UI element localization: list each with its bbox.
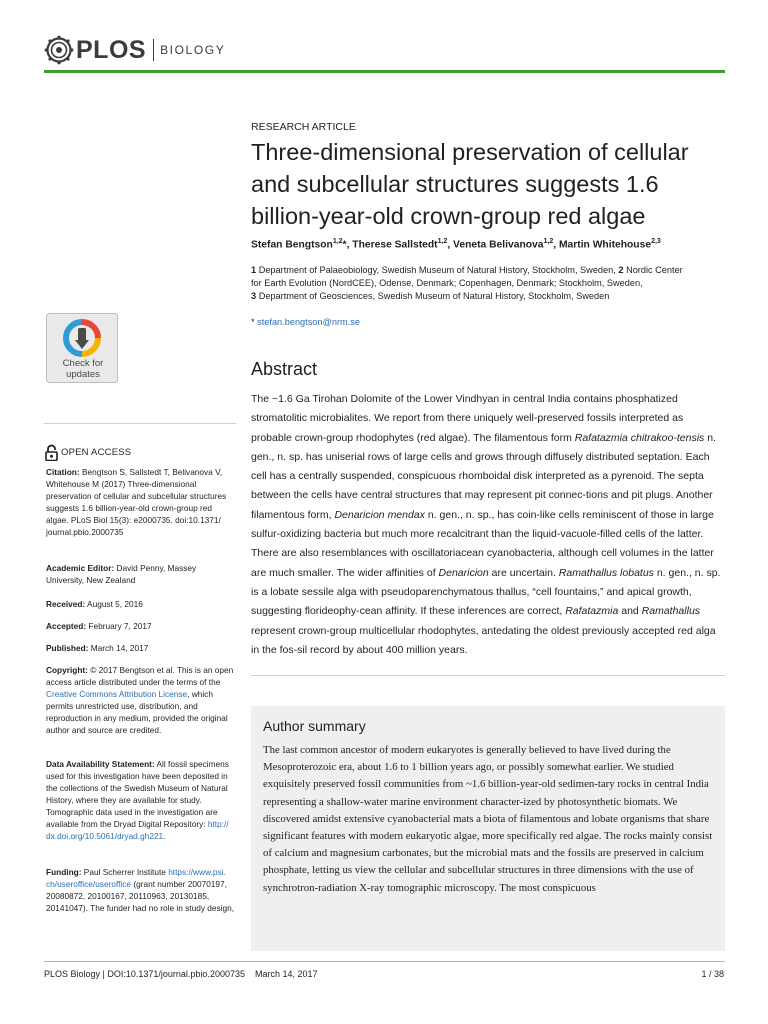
author-affil: 1,2: [543, 238, 554, 245]
affiliation-line: 3 Department of Geosciences, Swedish Museum of Natural History, Stockholm, Sweden: [251, 291, 610, 301]
taxon-name: Rafatazmia: [565, 605, 619, 618]
accepted-date: Accepted: February 7, 2017: [46, 621, 152, 631]
author-summary-heading: Author summary: [263, 718, 366, 734]
author-name: Therese Sallstedt: [352, 239, 438, 251]
author-summary-text: The last common ancestor of modern eukaryotes is generally believed to have lived during the Mesoproterozoic era, about 1.6 to 1 billion years ago, or possibly somewhat earlier. We studied exquisitely preserved fossil communities from ~1.6 billion-year-old sedimen-tary rocks in central India representing a shallow-water marine environment character-ized by photosynthetic biomats. We discovered amidst extensive cyanobacterial mats a biota of filamentous and lobate organisms that share significant features with modern eukaryotic algae, more specifically red algae. The rocks mainly consist of calcium and magnesium carbonates, but the microbial mats and the fossils are preserved in calcium phosphate, letting us view the cellular and subcellular structures in three dimensions with the use of synchrotron-radiation X-ray tomographic microscopy. The most conspicuous: [263, 744, 713, 894]
sidebar-divider: [44, 423, 236, 424]
affiliations: [251, 264, 721, 303]
copyright-block: Copyright: © 2017 Bengtson et al. This is an open access article distributed under the terms of the Creative Commons Attribution License, which permits unrestricted use, distribution, and reproduction in any medium, provided the original author and source are credited.: [46, 665, 234, 735]
taxon-name: Denaricion mendax: [334, 508, 425, 521]
open-access-badge: [45, 444, 131, 461]
license-link[interactable]: Creative Commons Attribution License: [46, 689, 188, 699]
check-for-updates-button[interactable]: [46, 313, 118, 383]
page-number: 1 / 38: [701, 969, 724, 979]
dryad-link[interactable]: http:// dx.doi.org/10.5061/dryad.gh221: [46, 819, 229, 841]
published-date: Published: March 14, 2017: [46, 643, 149, 653]
funding-block: Funding: Paul Scherrer Institute https://www.psi. ch/useroffice/useroffice (grant number 20070197, 20080872, 20100167, 20110963, 20130185, 20141047). The funder had no role in study design,: [46, 867, 235, 913]
header-rule: [44, 70, 725, 73]
affiliation-line: 1 Department of Palaeobiology, Swedish Museum of Natural History, Stockholm, Sweden, 2 Nordic Center: [251, 265, 683, 275]
check-for-updates-label: Check for updates: [62, 358, 104, 380]
citation-block: Citation: Bengtson S, Sallstedt T, Belivanova V, Whitehouse M (2017) Three-dimensional preservation of cellular and subcellular structures suggests 1.6 billion-year-old crown-group red algae. PLoS Biol 15(3): e2000735. doi:10.1371/ journal.pbio.2000735: [46, 467, 227, 537]
plos-logo-icon: [44, 35, 74, 65]
logo-divider: [153, 39, 154, 61]
open-lock-icon: [45, 444, 58, 461]
author-name: Stefan Bengtson: [251, 239, 333, 251]
received-date: Received: August 5, 2016: [46, 599, 143, 609]
footer-citation: PLOS Biology | DOI:10.1371/journal.pbio.2000735 March 14, 2017: [44, 969, 318, 979]
taxon-name: Rafatazmia chitrakoo-tensis: [574, 431, 705, 444]
open-access-label: OPEN ACCESS: [61, 447, 132, 458]
section-divider: [251, 675, 725, 676]
logo-text: PLOS: [76, 35, 147, 64]
article-title: Three-dimensional preservation of cellular and subcellular structures suggests 1.6 billion-year-old crown-group red algae: [251, 139, 689, 229]
psi-link[interactable]: https://www.psi. ch/useroffice/useroffice: [46, 867, 226, 889]
taxon-name: Ramathallus lobatus: [558, 566, 654, 579]
check-for-updates-icon: [63, 319, 101, 357]
footer-rule: [44, 961, 725, 962]
corresponding-email[interactable]: * stefan.bengtson@nrm.se: [251, 317, 360, 327]
corresponding-mark: *: [342, 239, 347, 251]
author-affil: 1,2: [437, 238, 448, 245]
email-link[interactable]: stefan.bengtson@nrm.se: [257, 317, 360, 327]
academic-editor-block: Academic Editor: David Penny, Massey University, New Zealand: [46, 563, 197, 585]
data-availability-block: Data Availability Statement: All fossil specimens used for this investigation have been deposited in the collections of the Swedish Museum of Natural History, where they are available for study. Tomographic data used in the investigation are available from the Dryad Digital Repository: http:// dx.doi.org/10.5061/dryad.gh221.: [46, 759, 229, 841]
taxon-name: Ramathallus: [641, 605, 701, 618]
affiliation-line: for Earth Evolution (NordCEE), Odense, Denmark; Copenhagen, Denmark; Stockholm, Sweden,: [251, 278, 643, 288]
author-name: Martin Whitehouse: [558, 239, 652, 251]
author-affil: 1,2: [332, 238, 343, 245]
author-name: Veneta Belivanova: [453, 239, 544, 251]
taxon-name: Denaricion: [438, 566, 489, 579]
article-type: RESEARCH ARTICLE: [251, 121, 356, 133]
abstract-text: The ~1.6 Ga Tirohan Dolomite of the Lower Vindhyan in central India contains phosphatized stromatolitic microbialites. We report from there uniquely well-preserved fossils interpreted as probable crown-group rhodophytes (red algae). The filamentous form Rafatazmia chitrakoo-tensis n. gen., n. sp. has uniserial rows of large cells and grows through diffusely distributed septation. Each cell has a centrally suspended, conspicuous rhomboidal disk interpreted as a pyrenoid. The septa between the cells have central structures that may represent pit connec-tions and pit plugs. Another filamentous form, Denaricion mendax n. gen., n. sp., has coin-like cells reminiscent of those in large sulfur-oxidizing bacteria but much more recalcitrant than the liquid-vacuole-filled cells of the latter. There are also resemblances with oscillatoriacean cyanobacteria, although cell volumes in the latter are much smaller. The wider affinities of Denaricion are uncertain. Ramathallus lobatus n. gen., n. sp. is a lobate sessile alga with pseudoparenchymatous thallus, “cell fountains,” and apical growth, suggesting florideophy-cean affinity. If these inferences are correct, Rafatazmia and Ramathallus represent crown-group multicellular rhodophytes, antedating the oldest previously accepted red alga in the fos-sil record by about 400 million years.: [251, 393, 721, 656]
journal-name: BIOLOGY: [160, 43, 226, 57]
abstract-heading: Abstract: [251, 359, 318, 379]
author-list: Stefan Bengtson$^{1,2}$*, Therese Sallstedt$^{1,2}$, Veneta Belivanova$^{1,2}$, Martin Whitehouse$^{2,3}$: [251, 238, 661, 251]
journal-header: [44, 33, 225, 67]
author-affil: 2,3: [651, 238, 661, 245]
